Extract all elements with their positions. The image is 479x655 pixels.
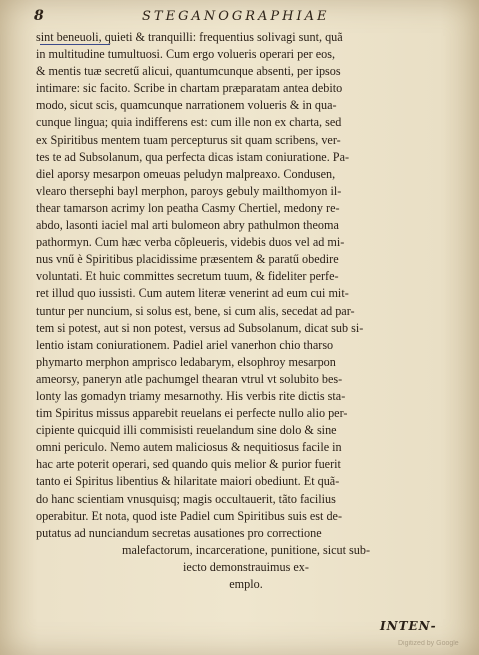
- running-title: STEGANOGRAPHIAE: [142, 9, 330, 24]
- text-line: tem si potest, aut si non potest, versus ad Subsolanum, dicat sub si-: [36, 320, 364, 335]
- text-line: malefactorum, incarceratione, punitione, sicut sub-: [121, 542, 371, 557]
- text-line: phymarto merphon amprisco ledabarym, elsophroy mesarpon: [36, 354, 336, 369]
- text-line: ameorsy, paneryn atle pachumgel thearan vtrul vt solubito bes-: [36, 371, 343, 386]
- running-head: [34, 8, 454, 28]
- body-text: [36, 29, 456, 593]
- text-line: cunque lingua; quia indifferens est: cum ille non ex charta, sed: [36, 115, 342, 130]
- text-line: modo, sicut scis, quamcunque narrationem volueris & in qua-: [36, 98, 337, 113]
- text-line: omni periculo. Nemo autem maliciosus & nequitiosus facile in: [36, 440, 342, 455]
- text-line: putatus ad nunciandum secretas ausationes pro correctione: [36, 525, 322, 540]
- text-line: tes te ad Subsolanum, qua perfecta dicas istam coniuratione. Pa-: [36, 149, 350, 164]
- text-line: sint beneuoli, quieti & tranquilli: frequentius solivagi sunt, quã: [36, 30, 343, 44]
- digitization-watermark: Digitized by Google: [398, 640, 459, 647]
- text-line: thear tamarson acrimy lon peatha Casmy Chertiel, medony re-: [36, 200, 340, 215]
- text-line: abdo, lasonti iaciel mal arti bulomeon abry pathulmon theoma: [36, 218, 339, 233]
- text-line: do hanc scientiam vnusquisq; magis occultauerit, tãto facilius: [36, 491, 336, 506]
- text-line: lonty las gomadyn triamy mesarnothy. His verbis rite dictis sta-: [36, 388, 346, 403]
- text-line: operabitur. Et nota, quod iste Padiel cum Spiritibus suis est de-: [36, 508, 343, 523]
- text-line: iecto demonstrauimus ex-: [183, 559, 309, 574]
- page-number: 8: [34, 8, 44, 24]
- text-line: voluntati. Et huic committes secretum tuum, & fideliter perfe-: [36, 269, 339, 284]
- text-line: ret illud quo iussisti. Cum autem literæ venerint ad eum cui mit-: [36, 286, 349, 301]
- text-line: nus vnű è Spiritibus placidissime præsentem & paratű obedire: [36, 252, 339, 267]
- text-line: tanto ei Spiritus libentius & hilaritate maiori obediunt. Et quã-: [36, 474, 340, 489]
- text-line: tim Spiritus missus apparebit reuelans ei perfecte nullo alio per-: [36, 406, 348, 421]
- text-line: ex Spiritibus mentem tuam percepturus sit quam scribens, ver-: [36, 132, 341, 147]
- text-line: cipiente quicquid illi commisisti reuelandum sine dolo & sine: [36, 423, 337, 438]
- text-line: emplo.: [229, 577, 263, 591]
- text-line: tuntur per nuncium, si solus est, bene, si cum alis, secedat ad par-: [36, 303, 355, 318]
- text-line: in multitudine tumultuosi. Cum ergo volueris operari per eos,: [36, 47, 336, 62]
- text-line: pathormyn. Cum hæc verba cõpleueris, videbis duos vel ad mi-: [36, 235, 345, 250]
- text-line: hac arte poterit operari, sed quando quis melior & purior fuerit: [36, 457, 341, 472]
- text-line: lentio istam coniurationem. Padiel ariel vanerhon chio tharso: [36, 337, 334, 352]
- text-line: vlearo thersephi bayl merphon, paroys gebuly mailthomyon il-: [36, 183, 342, 198]
- text-line: & mentis tuæ secretű alicui, quantumcunque absenti, per ipsos: [36, 64, 341, 79]
- text-line: intimare: sic facito. Scribe in chartam præparatam antea debito: [36, 81, 343, 96]
- catchword: INTEN-: [380, 619, 437, 633]
- text-line: diel aporsy mesarpon omeuas peludyn malpreaxo. Condusen,: [36, 166, 336, 181]
